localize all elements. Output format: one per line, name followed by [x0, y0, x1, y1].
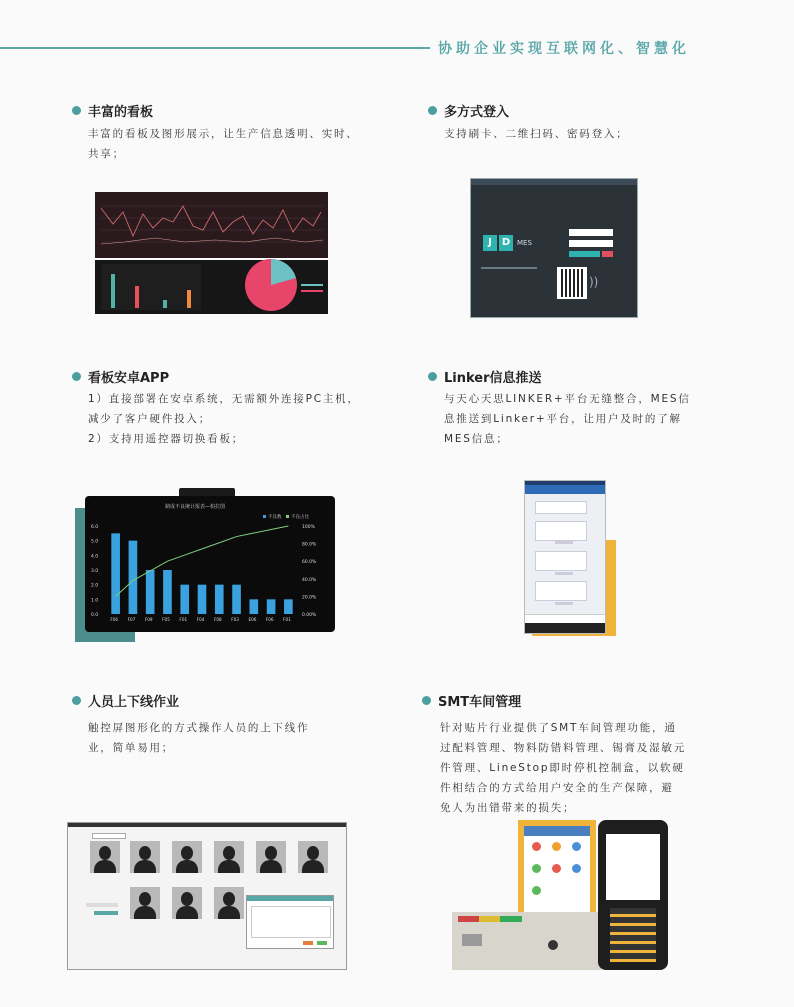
- y-right-tick: 60.0%: [302, 560, 317, 566]
- section-text-linker: 与天心天思LINKER+平台无缝整合，MES信 息推送到Linker+平台，让用户及时的了解 MES信息；: [444, 393, 691, 445]
- x-tick: F03: [231, 617, 239, 622]
- app-header: [525, 485, 605, 494]
- andon-light: [458, 916, 522, 922]
- linestop-box: [452, 912, 602, 970]
- person-body-icon: [176, 906, 198, 919]
- bullet-dot-icon: [428, 106, 437, 115]
- bullet-dot-icon: [72, 372, 81, 381]
- bar-F06: [267, 599, 276, 614]
- bar-E06: [250, 599, 259, 614]
- message-bubble: [535, 501, 587, 514]
- dialog-box: [246, 895, 334, 949]
- dialog-header: [247, 896, 333, 901]
- y-right-tick: 100%: [302, 525, 315, 530]
- staff-avatar[interactable]: [130, 887, 160, 919]
- handheld-scanner: [598, 820, 668, 970]
- x-tick: F01: [179, 617, 188, 622]
- person-body-icon: [218, 906, 240, 919]
- message-bubble: [535, 551, 587, 571]
- header-slogan: 协助企业实现互联网化、智慧化: [438, 41, 690, 57]
- stop-button[interactable]: [548, 940, 558, 950]
- person-body-icon: [176, 860, 198, 873]
- section-text-smt: 针对贴片行业提供了SMT车间管理功能，通 过配料管理、物料防错料管理、锡膏及湿敏元 件管理、LineStop即时停机控制盒，以软硬 件相结合的方式给用户安全的生产保障，避 免人为出错带来的损失；: [440, 722, 686, 814]
- bar-F01: [284, 599, 293, 614]
- login-button[interactable]: [569, 251, 600, 257]
- window-titlebar: [471, 179, 637, 185]
- y-left-tick: 2.0: [91, 583, 99, 589]
- window-titlebar: [68, 823, 346, 827]
- input-bar[interactable]: [525, 614, 605, 623]
- dashboard-graphic: [95, 192, 328, 314]
- app-tile-icon[interactable]: [552, 842, 561, 851]
- bar-F09: [146, 570, 155, 614]
- filter-box[interactable]: [92, 833, 126, 839]
- message-bubble: [535, 521, 587, 541]
- staff-avatar[interactable]: [214, 841, 244, 873]
- login-screenshot: [470, 178, 638, 318]
- staff-avatar[interactable]: [172, 887, 202, 919]
- scanner-screen: [606, 834, 660, 900]
- bar-F07: [129, 541, 138, 614]
- person-silhouette-icon: [223, 892, 235, 906]
- staff-avatar[interactable]: [298, 841, 328, 873]
- section-title-staff: 人员上下线作业: [72, 691, 179, 710]
- x-tick: F01: [283, 617, 291, 622]
- message-bubble: [535, 581, 587, 601]
- staff-screenshot: [67, 822, 347, 970]
- x-tick: F09: [144, 617, 153, 622]
- x-tick: F07: [127, 617, 136, 622]
- bullet-dot-icon: [72, 106, 81, 115]
- y-left-tick: 5.0: [91, 539, 99, 545]
- jd-mes-logo: J D MES: [483, 235, 532, 251]
- cancel-button[interactable]: [317, 941, 327, 945]
- bar-F01: [180, 585, 189, 614]
- staff-avatar[interactable]: [172, 841, 202, 873]
- nfc-card-icon: )): [589, 275, 599, 289]
- x-tick: F04: [196, 617, 205, 622]
- y-left-tick: 3.0: [91, 569, 99, 574]
- section-text-android-app: 1）直接部署在安卓系统，无需额外连接PC主机， 减少了客户硬件投入； 2）支持用遥控器切换看板；: [88, 393, 360, 445]
- person-body-icon: [260, 860, 282, 873]
- person-body-icon: [134, 906, 156, 919]
- bar-F08: [215, 585, 224, 614]
- pareto-chart: [85, 496, 335, 632]
- timestamp-chip: [555, 541, 573, 544]
- timestamp-chip: [555, 602, 573, 605]
- person-silhouette-icon: [139, 846, 151, 860]
- app-tile-icon[interactable]: [572, 864, 581, 873]
- bullet-dot-icon: [422, 696, 431, 705]
- y-right-tick: 40.0%: [302, 577, 317, 583]
- control-box: [462, 934, 482, 946]
- dialog-content: [251, 906, 331, 938]
- tablet-header: [524, 826, 590, 836]
- x-tick: E06: [248, 617, 257, 622]
- scanner-keypad[interactable]: [610, 908, 656, 962]
- confirm-button[interactable]: [303, 941, 313, 945]
- dashboard-screenshot: [95, 192, 328, 314]
- legend-label-ratio: 不良占比: [291, 515, 309, 520]
- person-silhouette-icon: [181, 892, 193, 906]
- legend-label-count: 不良数: [268, 515, 282, 520]
- person-silhouette-icon: [181, 846, 193, 860]
- x-tick: F06: [265, 617, 274, 622]
- x-tick: F06: [110, 617, 119, 622]
- exit-button[interactable]: [602, 251, 613, 257]
- phone-screen: [524, 480, 606, 634]
- y-left-tick: 0.0: [91, 613, 99, 618]
- y-left-tick: 1.0: [91, 598, 99, 604]
- smt-devices-photo: [452, 820, 672, 974]
- y-left-tick: 6.0: [91, 525, 99, 530]
- y-right-tick: 0.00%: [302, 613, 317, 618]
- section-title-android-app: 看板安卓APP: [72, 367, 169, 386]
- app-tile-icon[interactable]: [532, 842, 541, 851]
- bar-F06: [111, 533, 120, 614]
- username-input[interactable]: [569, 229, 613, 236]
- legend-swatch-count: [263, 515, 266, 518]
- tablet-screen: [524, 826, 590, 914]
- person-body-icon: [94, 860, 116, 873]
- staff-avatar[interactable]: [214, 887, 244, 919]
- nav-bar: [525, 623, 605, 633]
- x-tick: F05: [162, 617, 170, 622]
- bullet-dot-icon: [72, 696, 81, 705]
- section-text-dashboard: 丰富的看板及图形展示，让生产信息透明、实时、 共享；: [88, 128, 359, 160]
- person-silhouette-icon: [265, 846, 277, 860]
- selected-line[interactable]: [94, 911, 118, 915]
- header-rule: [0, 47, 430, 49]
- section-title-smt: SMT车间管理: [422, 691, 521, 710]
- logo-caption: [481, 267, 537, 269]
- person-body-icon: [302, 860, 324, 873]
- section-title-linker: Linker信息推送: [428, 367, 542, 386]
- android-app-photo: [75, 486, 337, 642]
- password-input[interactable]: [569, 240, 613, 247]
- staff-avatar[interactable]: [90, 841, 120, 873]
- section-text-staff: 触控屏图形化的方式操作人员的上下线作 业，简单易用；: [88, 722, 310, 754]
- y-right-tick: 80.0%: [302, 542, 317, 548]
- section-title-login: 多方式登入: [428, 101, 509, 120]
- person-silhouette-icon: [223, 846, 235, 860]
- person-silhouette-icon: [139, 892, 151, 906]
- app-tile-icon[interactable]: [532, 864, 541, 873]
- legend-swatch-ratio: [286, 515, 289, 518]
- bar-F03: [232, 585, 241, 614]
- section-text-login: 支持刷卡、二维扫码、密码登入；: [444, 128, 629, 140]
- staff-avatar[interactable]: [256, 841, 286, 873]
- bar-F04: [198, 585, 207, 614]
- y-left-tick: 4.0: [91, 554, 99, 560]
- app-tile-icon[interactable]: [552, 864, 561, 873]
- section-title-dashboard: 丰富的看板: [72, 101, 153, 120]
- app-tile-icon[interactable]: [572, 842, 581, 851]
- linker-phone-screenshot: [520, 478, 616, 636]
- person-silhouette-icon: [307, 846, 319, 860]
- qr-code-icon: [557, 267, 587, 299]
- person-body-icon: [218, 860, 240, 873]
- person-silhouette-icon: [99, 846, 111, 860]
- app-tile-icon[interactable]: [532, 886, 541, 895]
- person-body-icon: [134, 860, 156, 873]
- line-label: [86, 903, 118, 907]
- timestamp-chip: [555, 572, 573, 575]
- chart-title: 制成不良统计报表—柏拉图: [165, 504, 226, 510]
- staff-avatar[interactable]: [130, 841, 160, 873]
- y-right-tick: 20.0%: [302, 595, 317, 601]
- x-tick: F08: [213, 617, 222, 622]
- bullet-dot-icon: [428, 372, 437, 381]
- bar-F05: [163, 570, 172, 614]
